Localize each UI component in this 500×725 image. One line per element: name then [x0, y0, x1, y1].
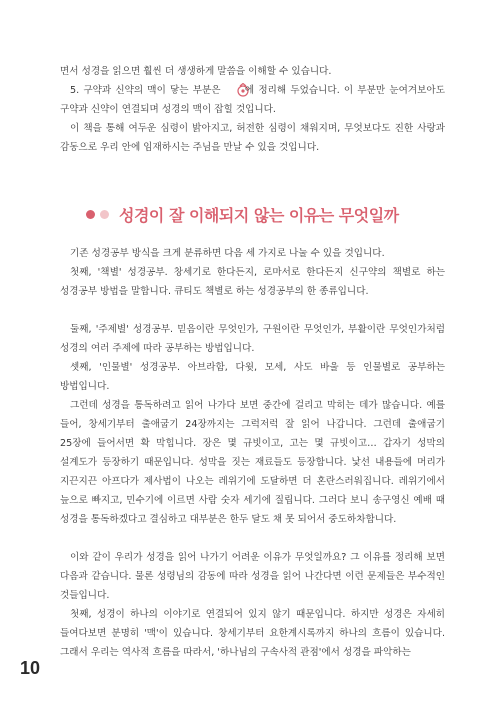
intro-paragraph-2-end: 에 정리해 두었습니다. 이 부분만 눈여겨보아도 구약과 신약이 연결되며 성경의 맥이 잡힐 것입니다. [60, 85, 445, 115]
body-paragraph-7: 첫째, 성경이 하나의 이야기로 연결되어 있지 않기 때문입니다. 하지만 성경은 자세히 들여다보면 분명히 '맥'이 있습니다. 창세기부터 요한계시록까지 하나의 흐름이 있습니다. 그래서 우리는 역사적 흐름을 따라서, '하나님의 구속사적 관점'에서 성경을 파악하는 [60, 609, 445, 658]
intro-paragraph-2 [60, 81, 445, 119]
page-number: 10 [20, 658, 41, 678]
section-heading [86, 201, 399, 227]
intro-paragraph-1: 면서 성경을 읽으면 훨씬 더 생생하게 말씀을 이해할 수 있습니다. [60, 66, 332, 77]
intro-paragraph-2-start: 5. 구약과 신약의 맥이 닿는 부분은 [70, 85, 221, 96]
section-title: 성경이 잘 이해되지 않는 이유는 무엇일까 [119, 205, 399, 225]
heading-bullet-light-icon [100, 210, 109, 219]
bible-link-icon [225, 83, 241, 97]
body-paragraph-2: 첫째, '책별' 성경공부. 창세기로 한다든지, 로마서로 한다든지 신구약의 책별로 하는 성경공부 방법을 말합니다. 큐티도 책별로 하는 성경공부의 한 종류입니다. [60, 267, 445, 297]
body-paragraph-3: 둘째, '주제별' 성경공부. 믿음이란 무엇인가, 구원이란 무엇인가, 부활이란 무엇인가처럼 성경의 여러 주제에 따라 공부하는 방법입니다. [60, 324, 445, 354]
body-paragraph-6: 이와 같이 우리가 성경을 읽어 나가기 어려운 이유가 무엇일까요? 그 이유를 정리해 보면 다음과 같습니다. 물론 성령님의 감동에 따라 성경을 읽어 나간다면 이런 문제들은 부수적인 것들입니다. [60, 552, 445, 601]
heading-bullet-icon [86, 210, 95, 219]
body-paragraph-4: 셋째, '인물별' 성경공부. 아브라함, 다윗, 모세, 사도 바울 등 인물별로 공부하는 방법입니다. [60, 362, 445, 392]
body-paragraph-5: 그런데 성경을 통독하려고 읽어 나가다 보면 중간에 걸리고 막히는 데가 많습니다. 예를 들어, 창세기부터 출애굽기 24장까지는 그럭저럭 잘 읽어 나갑니다. 그런데 출애굽기 25장에 들어서면 확 막힙니다. 장은 몇 규빗이고, 고는 몇 규빗이고… 갑자기 성막의 설계도가 등장하기 때문입니다. 성막을 짓는 재료들도 등장합니다. 낯선 내용들에 머리가 지끈지끈 아프다가 제사법이 나오는 레위기에 도달하면 더 혼란스러워집니다. 레위기에서 늪으로 빠지고, 민수기에 이르면 사람 숫자 세기에 질립니다. 그러다 보니 송구영신 예배 때 성경을 통독하겠다고 결심하고 대부분은 한두 달도 채 못 되어서 중도하차합니다. [60, 400, 445, 525]
intro-paragraph-3: 이 책을 통해 여두운 심령이 밝아지고, 허전한 심령이 채워지며, 무엇보다도 진한 사랑과 감동으로 우리 안에 임재하시는 주님을 만날 수 있을 것입니다. [60, 123, 445, 153]
body-paragraph-1: 기존 성경공부 방식을 크게 분류하면 다음 세 가지로 나눌 수 있을 것입니다. [70, 248, 385, 259]
